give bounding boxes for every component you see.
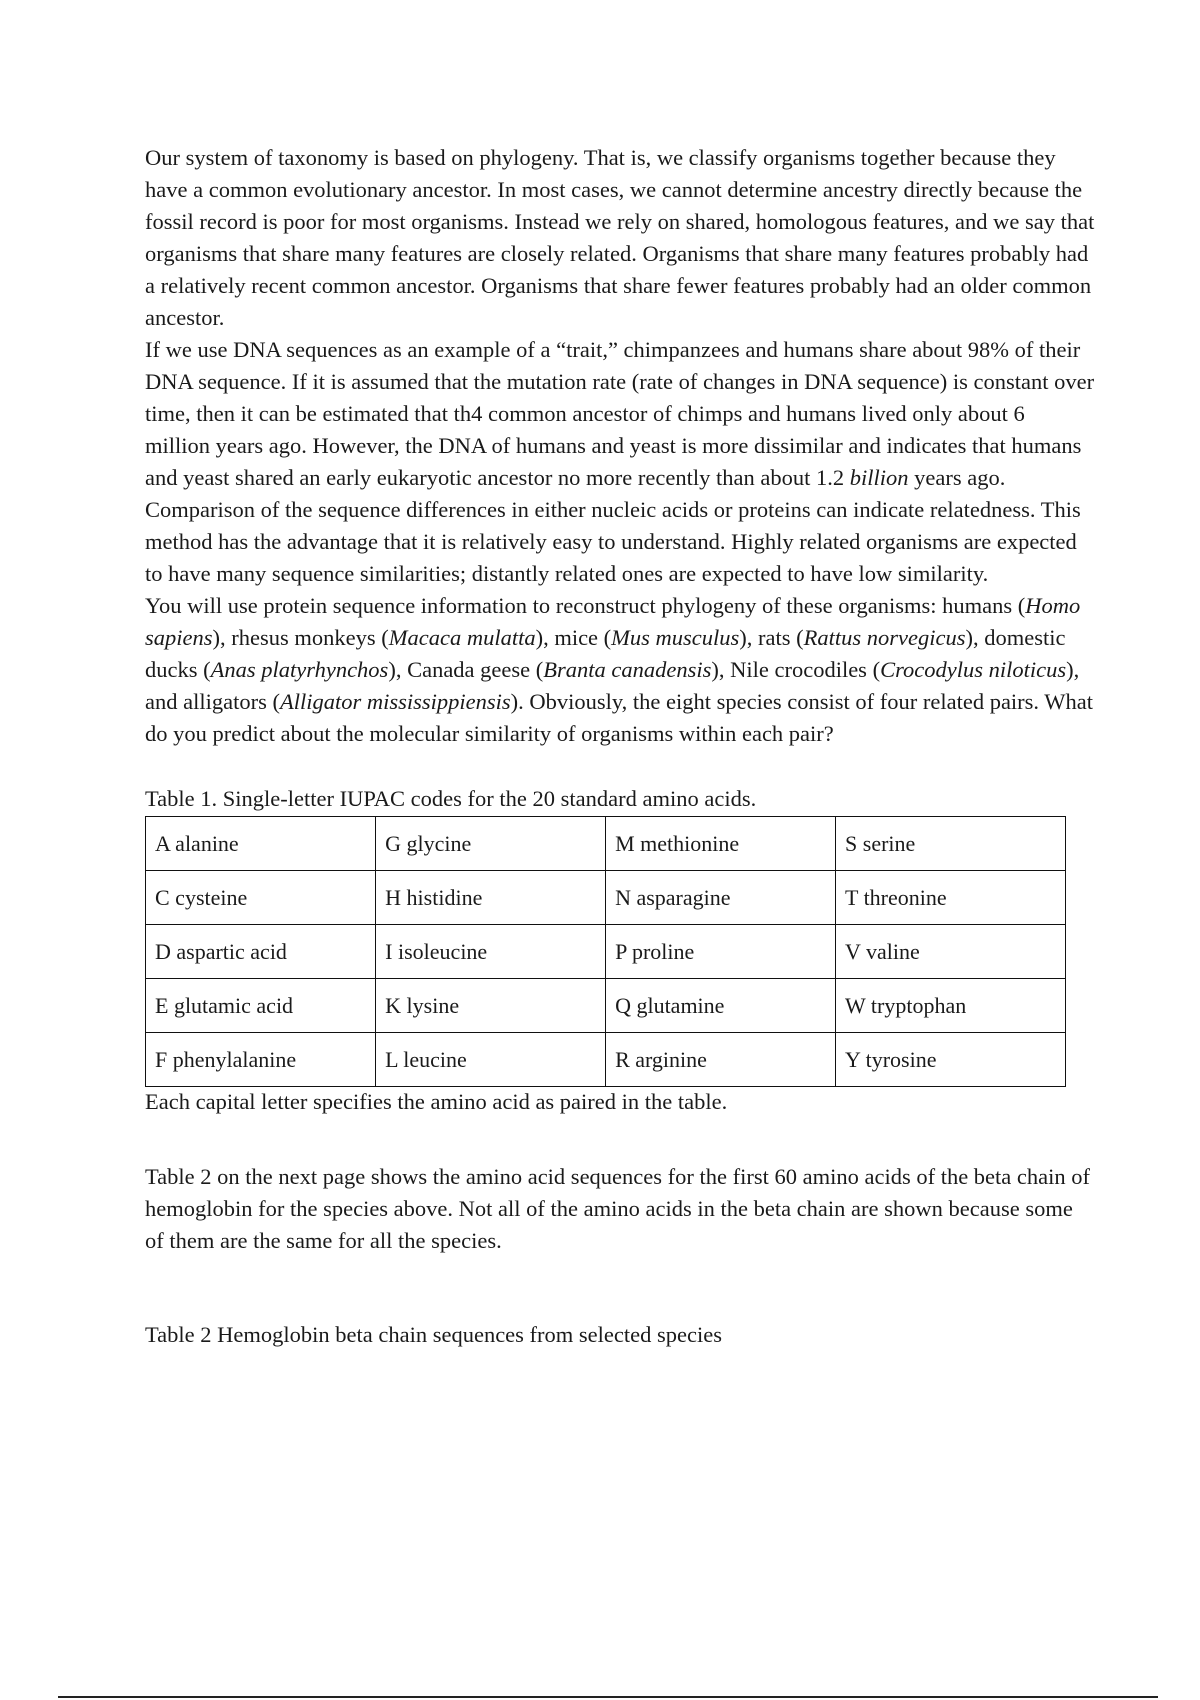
table-cell: P proline — [606, 925, 836, 979]
species-name-anas: Anas platyrhynchos — [210, 657, 389, 682]
table-cell: L leucine — [376, 1033, 606, 1087]
taxonomy-paragraph: Our system of taxonomy is based on phylogeny. That is, we classify organisms together because they have a common evolutionary ancestor. In most cases, we cannot determine ancestry directly because the fossil record is poor for most organisms. Instead we rely on shared, homologous features, and we say that organisms that share many features are closely related. Organisms that share many features probably had a relatively recent common ancestor. Organisms that share fewer features probably had an older common ancestor. — [145, 145, 1095, 330]
table-row — [146, 871, 1066, 925]
species-name-rattus: Rattus norvegicus — [803, 625, 966, 650]
table-cell: F phenylalanine — [146, 1033, 376, 1087]
species-text: ), rhesus monkeys ( — [212, 625, 389, 650]
species-text: ), Nile crocodiles ( — [711, 657, 881, 682]
document-page — [145, 142, 1095, 1350]
species-text: ), domestic ducks ( — [145, 625, 1066, 682]
species-name-crocodylus: Crocodylus niloticus — [880, 657, 1067, 682]
comparison-paragraph: Comparison of the sequence differences in either nucleic acids or proteins can indicate relatedness. This method has the advantage that it is relatively easy to understand. Highly related organisms are expected to have many sequence similarities; distantly related ones are expected to have low similarity. — [145, 497, 1081, 586]
table-cell: T threonine — [836, 871, 1066, 925]
species-text: ), mice ( — [535, 625, 612, 650]
species-text: ), Canada geese ( — [388, 657, 544, 682]
table-cell: Y tyrosine — [836, 1033, 1066, 1087]
table-cell: H histidine — [376, 871, 606, 925]
species-name-alligator: Alligator mississippiensis — [279, 689, 511, 714]
table-row — [146, 979, 1066, 1033]
table2-caption: Table 2 Hemoglobin beta chain sequences from selected species — [145, 1322, 722, 1347]
table-cell: N asparagine — [606, 871, 836, 925]
species-text: ). Obviously, the eight species consist of four related pairs. What do you predict about the molecular similarity of organisms within each pair? — [145, 689, 1093, 746]
table-cell: Q glutamine — [606, 979, 836, 1033]
table-cell: A alanine — [146, 817, 376, 871]
table-cell: S serine — [836, 817, 1066, 871]
dna-text-after: years ago. — [908, 465, 1006, 490]
dna-text-before: If we use DNA sequences as an example of a “trait,” chimpanzees and humans share about 98% of their DNA sequence. If it is assumed that the mutation rate (rate of changes in DNA sequence) is constant over time, then it can be estimated that th4 common ancestor of chimps and humans lived only about 6 million years ago. However, the DNA of humans and yeast is more dissimilar and indicates that humans and yeast shared an early eukaryotic ancestor no more recently than about 1.2 — [145, 337, 1095, 490]
table1-caption: Table 1. Single-letter IUPAC codes for the 20 standard amino acids. — [145, 786, 757, 811]
table-cell: D aspartic acid — [146, 925, 376, 979]
dna-text-italic: billion — [849, 465, 909, 490]
amino-acid-codes-table — [145, 816, 1066, 1087]
table-cell: G glycine — [376, 817, 606, 871]
table1-note: Each capital letter specifies the amino acid as paired in the table. — [145, 1089, 728, 1114]
table-cell: R arginine — [606, 1033, 836, 1087]
species-text: You will use protein sequence information to reconstruct phylogeny of these organisms: humans ( — [145, 593, 1026, 618]
table-cell: W tryptophan — [836, 979, 1066, 1033]
table-row — [146, 817, 1066, 871]
species-name-homo: Homo sapiens — [145, 593, 1081, 650]
table-row — [146, 1033, 1066, 1087]
species-name-mus: Mus musculus — [611, 625, 740, 650]
table-cell: V valine — [836, 925, 1066, 979]
species-paragraph — [145, 590, 1095, 750]
species-text: ), and alligators ( — [145, 657, 1080, 714]
table-cell: C cysteine — [146, 871, 376, 925]
species-name-macaca: Macaca mulatta — [388, 625, 536, 650]
table-row — [146, 925, 1066, 979]
table-cell: M methionine — [606, 817, 836, 871]
species-name-branta: Branta canadensis — [543, 657, 712, 682]
table-cell: E glutamic acid — [146, 979, 376, 1033]
species-text: ), rats ( — [739, 625, 804, 650]
table2-intro-paragraph: Table 2 on the next page shows the amino acid sequences for the first 60 amino acids of the beta chain of hemoglobin for the species above. Not all of the amino acids in the beta chain are shown because some of them are the same for all the species. — [145, 1164, 1090, 1253]
dna-paragraph — [145, 334, 1095, 494]
footer-divider — [58, 1696, 1158, 1698]
table-cell: I isoleucine — [376, 925, 606, 979]
table-cell: K lysine — [376, 979, 606, 1033]
